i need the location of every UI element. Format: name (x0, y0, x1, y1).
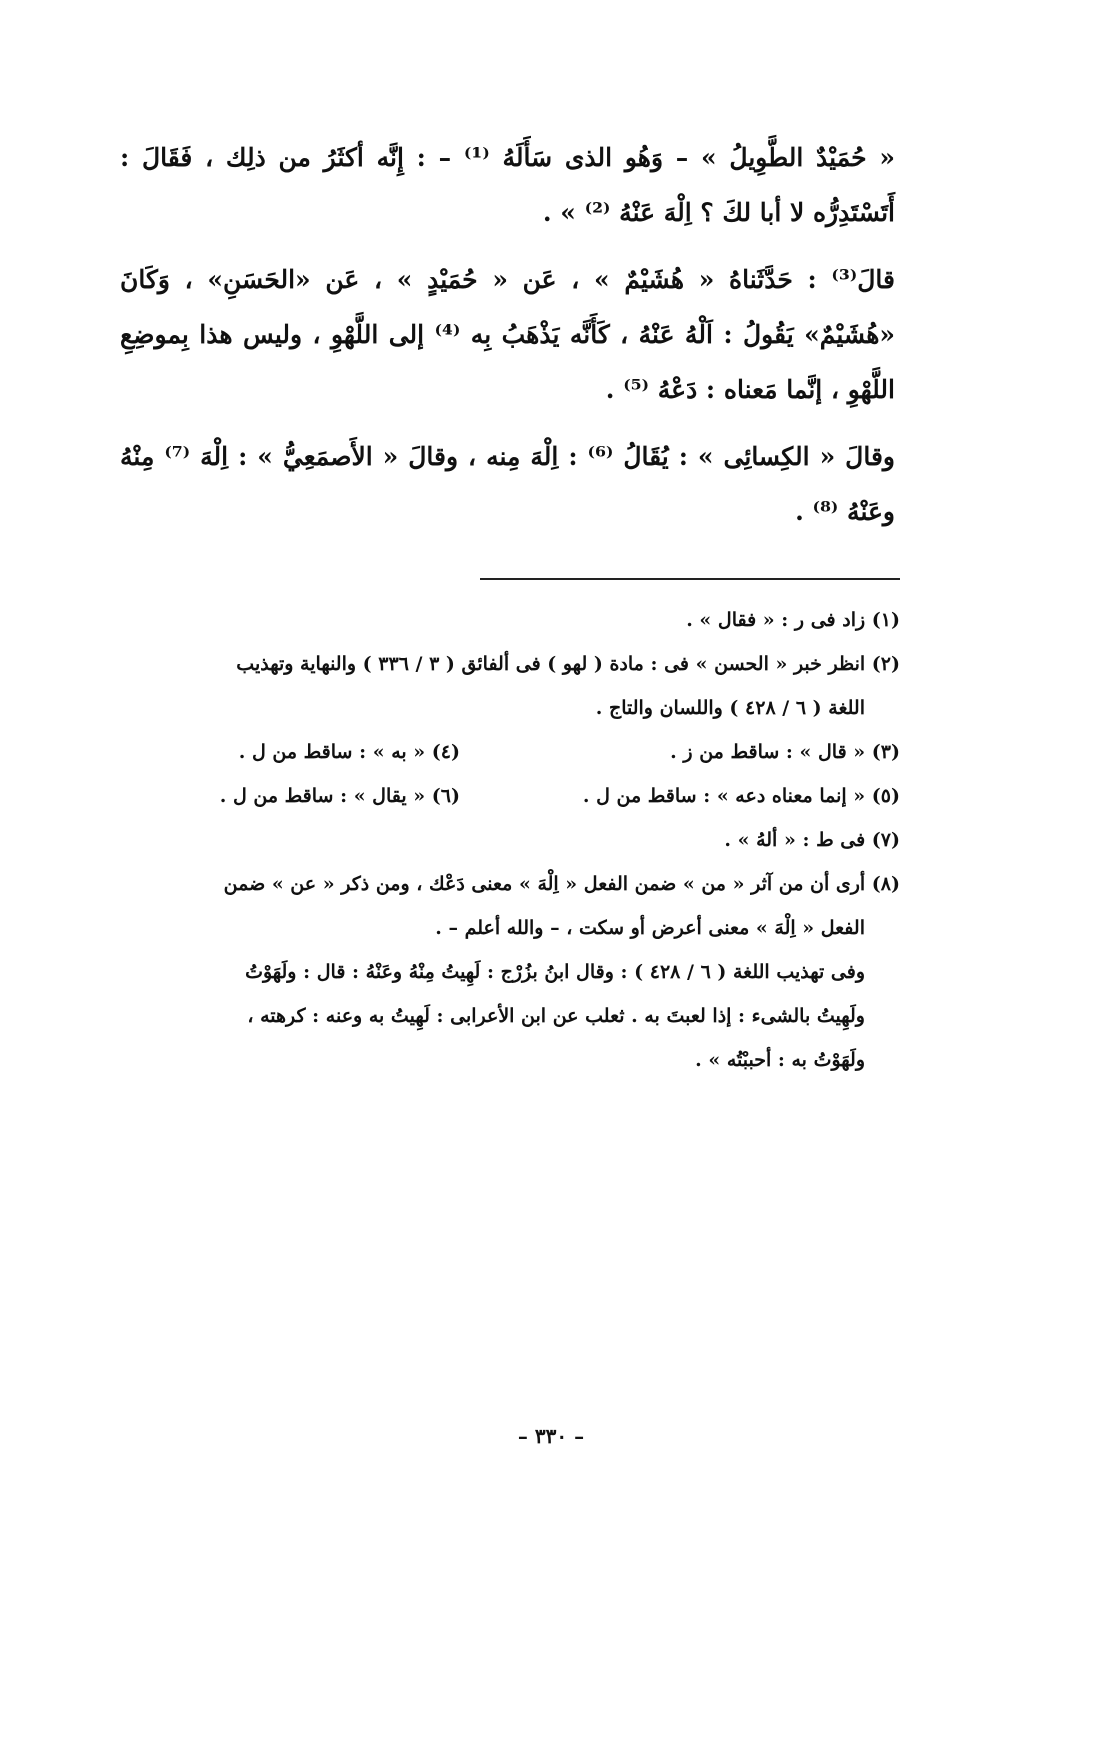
footnote-8-quote-2: ولَهِيتُ بالشىء : إذا لعبتَ به . ثعلب عن ابن الأعرابى : لَهِيتُ به وعنه : كرهته ، (247, 1005, 865, 1027)
footnote-row-3-4 (118, 730, 900, 774)
footnotes (118, 598, 900, 1082)
paragraph-2: قالَ⁽³⁾ : حَدَّثَناهُ « هُشَيْمٌ » ، عَن « حُمَيْدٍ » ، عَن «الحَسَنِ» ، وَكَانَ «هُشَيْمٌ» يَقُولُ : اَلْهُ عَنْهُ ، كَأَنَّه يَذْهَبُ بِه ⁽⁴⁾ إلى اللَّهْوِ ، وليس هذا بِموضِعِ اللَّهْوِ ، إنَّما مَعناه : دَعْهُ ⁽⁵⁾ . (120, 265, 896, 404)
main-text (120, 130, 895, 551)
page-number: – ٣٣٠ – (517, 1424, 585, 1448)
footnote-4: (٤) « به » : ساقط من ل . (238, 741, 460, 763)
footnote-divider (480, 578, 900, 580)
footnote-8-quote-3: ولَهَوْتُ به : أحببْتُه » . (695, 1049, 865, 1071)
footnote-8-quote: وفى تهذيب اللغة ( ٦ / ٤٢٨ ) : وقال ابنُ بزُرْج : لَهِيتُ مِنْهُ وعَنْهُ : قال : ولَهَوْتُ (245, 961, 865, 983)
paragraph-1: « حُمَيْدٌ الطَّوِيلُ » – وَهُو الذى سَأَلَهُ ⁽¹⁾ – : إِنَّه أكثَرُ من ذلِك ، فَقَالَ : أَتَسْتَدِرُّه لا أبا لكَ ؟ اِلْهَ عَنْهُ ⁽²⁾ » . (120, 143, 895, 227)
footnote-6: (٦) « يقال » : ساقط من ل . (219, 785, 460, 807)
footnote-2-continued: اللغة ( ٦ / ٤٢٨ ) واللسان والتاج . (595, 697, 865, 719)
paragraph-3: وقالَ « الكِسائِى » : يُقَالُ ⁽⁶⁾ : اِلْهَ مِنه ، وقالَ « الأَصمَعِيُّ » : اِلْهَ ⁽⁷⁾ مِنْهُ وعَنْهُ ⁽⁸⁾ . (120, 442, 895, 526)
footnote-7: (٧) فى ط : « ألهُ » . (724, 829, 900, 851)
footnote-1: (١) زاد فى ر : « فقال » . (686, 609, 900, 631)
footnote-3: (٣) « قال » : ساقط من ز . (670, 741, 900, 763)
footnote-2: (٢) انظر خبر « الحسن » فى : مادة ( لهو ) فى ألفائق ( ٣ / ٣٣٦ ) والنهاية وتهذيب (236, 653, 900, 675)
footnote-row-5-6 (118, 774, 900, 818)
footnote-5: (٥) « إنما معناه دعه » : ساقط من ل . (582, 785, 900, 807)
footnote-8: (٨) أرى أن من آثر « من » ضمن الفعل « اِلْهَ » معنى دَعْك ، ومن ذكر « عن » ضمن (223, 873, 900, 895)
footnote-8-continued: الفعل « اِلْهَ » معنى أعرض أو سكت ، – والله أعلم – . (435, 917, 865, 939)
